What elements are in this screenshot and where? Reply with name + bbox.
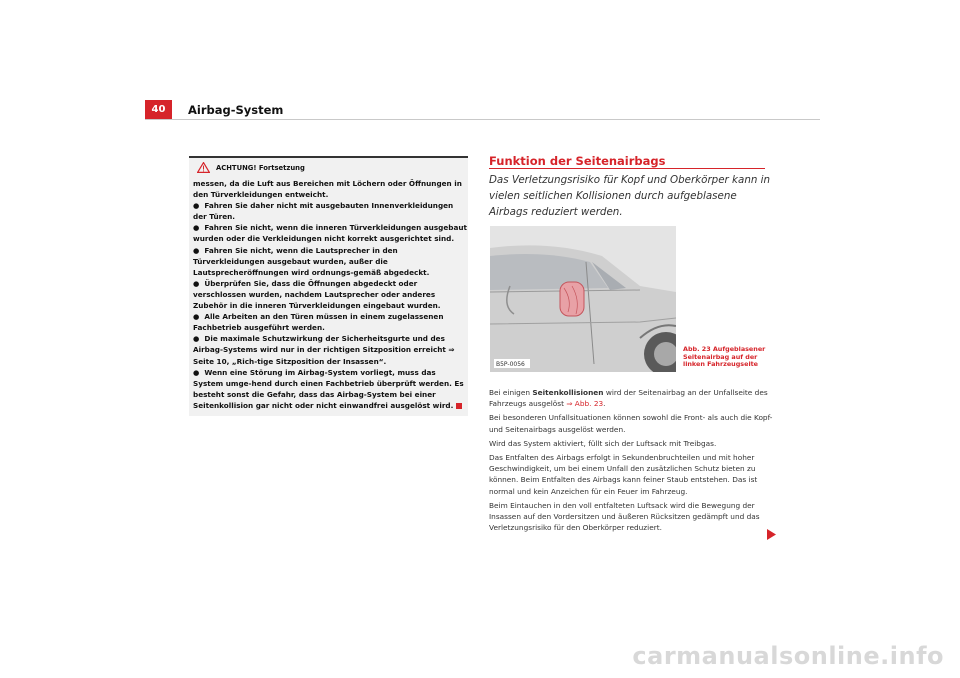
figure-code: B5P-0056 — [496, 361, 525, 368]
bullet-icon: ● — [193, 201, 200, 211]
chapter-title: Airbag-System — [188, 103, 284, 117]
warning-label: ACHTUNG! Fortsetzung — [216, 163, 305, 172]
body-text — [489, 387, 774, 537]
warning-bullet: ● Alle Arbeiten an den Türen müssen in einem zugelassenen Fachbetrieb ausgeführt werden. — [193, 312, 444, 333]
warning-text — [193, 178, 467, 411]
bullet-icon: ● — [193, 334, 200, 344]
warning-bullet: ● Fahren Sie nicht, wenn die inneren Türverkleidungen ausgebaut wurden oder die Verkleidungen nicht korrekt ausgerichtet sind. — [193, 223, 467, 244]
warning-intro: messen, da die Luft aus Bereichen mit Löchern oder Öffnungen in den Türverkleidungen entweicht. — [193, 179, 462, 200]
bullet-icon: ● — [193, 278, 200, 288]
bullet-icon: ● — [193, 367, 200, 377]
bullet-icon: ● — [193, 312, 200, 322]
section-end-icon — [456, 403, 462, 409]
bullet-icon: ● — [193, 245, 200, 255]
page-number: 40 — [145, 100, 172, 119]
watermark: carmanualsonline.info — [632, 642, 944, 670]
paragraph: Bei besonderen Unfallsituationen können sowohl die Front- als auch die Kopf- und Seitenairbags ausgelöst werden. — [489, 413, 773, 434]
paragraph: Das Entfalten des Airbags erfolgt in Sekundenbruchteilen und mit hoher Geschwindigkeit, um bei einem Unfall den zusätzlichen Schutz bieten zu können. Beim Entfalten des Airbags kann feiner Staub entstehen. Das ist normal und kein Anzeichen für ein Feuer im Fahrzeug. — [489, 452, 758, 496]
warning-triangle-icon — [197, 162, 210, 173]
warning-bullet: ● Wenn eine Störung im Airbag-System vorliegt, muss das System umge-hend durch einen Fachbetrieb überprüft werden. Es besteht sonst die Gefahr, dass das Airbag-System bei einer Seitenkollision gar nicht oder nicht einwandfrei ausgelöst wird. — [193, 367, 464, 410]
figure-reference-link[interactable]: ⇒ Abb. 23 — [566, 399, 604, 409]
warning-bullet: ● Überprüfen Sie, dass die Öffnungen abgedeckt oder verschlossen wurden, nachdem Lautsprecher oder anderes Zubehör in die inneren Türverkleidungen eingebaut wurden. — [193, 278, 441, 311]
car-side-airbag-illustration — [490, 226, 676, 372]
airbag-figure — [490, 226, 676, 372]
next-page-arrow-icon[interactable] — [767, 529, 776, 540]
warning-bullet: ● Die maximale Schutzwirkung der Sicherheitsgurte und des Airbag-Systems wird nur in der richtigen Sitzposition erreicht ⇒ Seite 10, „Rich-tige Sitzposition der Insassen“. — [193, 334, 455, 366]
paragraph: Bei einigen Seitenkollisionen wird der Seitenairbag an der Unfallseite des Fahrzeugs ausgelöst ⇒ Abb. 23. — [489, 388, 768, 409]
section-title: Funktion der Seitenairbags — [489, 154, 666, 168]
warning-header — [197, 162, 305, 173]
warning-bullet: ● Fahren Sie daher nicht mit ausgebauten Innenverkleidungen der Türen. — [193, 201, 454, 222]
header-divider — [145, 119, 820, 120]
paragraph: Beim Eintauchen in den voll entfalteten Luftsack wird die Bewegung der Insassen auf den Vordersitzen und äußeren Rücksitzen gedämpft und das Verletzungsrisiko für den Oberkörper reduziert. — [489, 500, 760, 533]
warning-box — [189, 156, 468, 416]
section-intro: Das Verletzungsrisiko für Kopf und Oberkörper kann in vielen seitlichen Kollisionen durch aufgeblasene Airbags reduziert werden. — [489, 174, 771, 218]
figure-caption: Abb. 23 Aufgeblasener Seitenairbag auf der linken Fahrzeugseite — [683, 345, 766, 369]
section-divider — [489, 168, 765, 169]
warning-bullet: ● Fahren Sie nicht, wenn die Lautsprecher in den Türverkleidungen ausgebaut wurden, außer die Lautsprecheröffnungen wird ordnungs-gemäß abgedeckt. — [193, 245, 430, 277]
bullet-icon: ● — [193, 223, 200, 233]
paragraph: Wird das System aktiviert, füllt sich der Luftsack mit Treibgas. — [489, 438, 717, 448]
